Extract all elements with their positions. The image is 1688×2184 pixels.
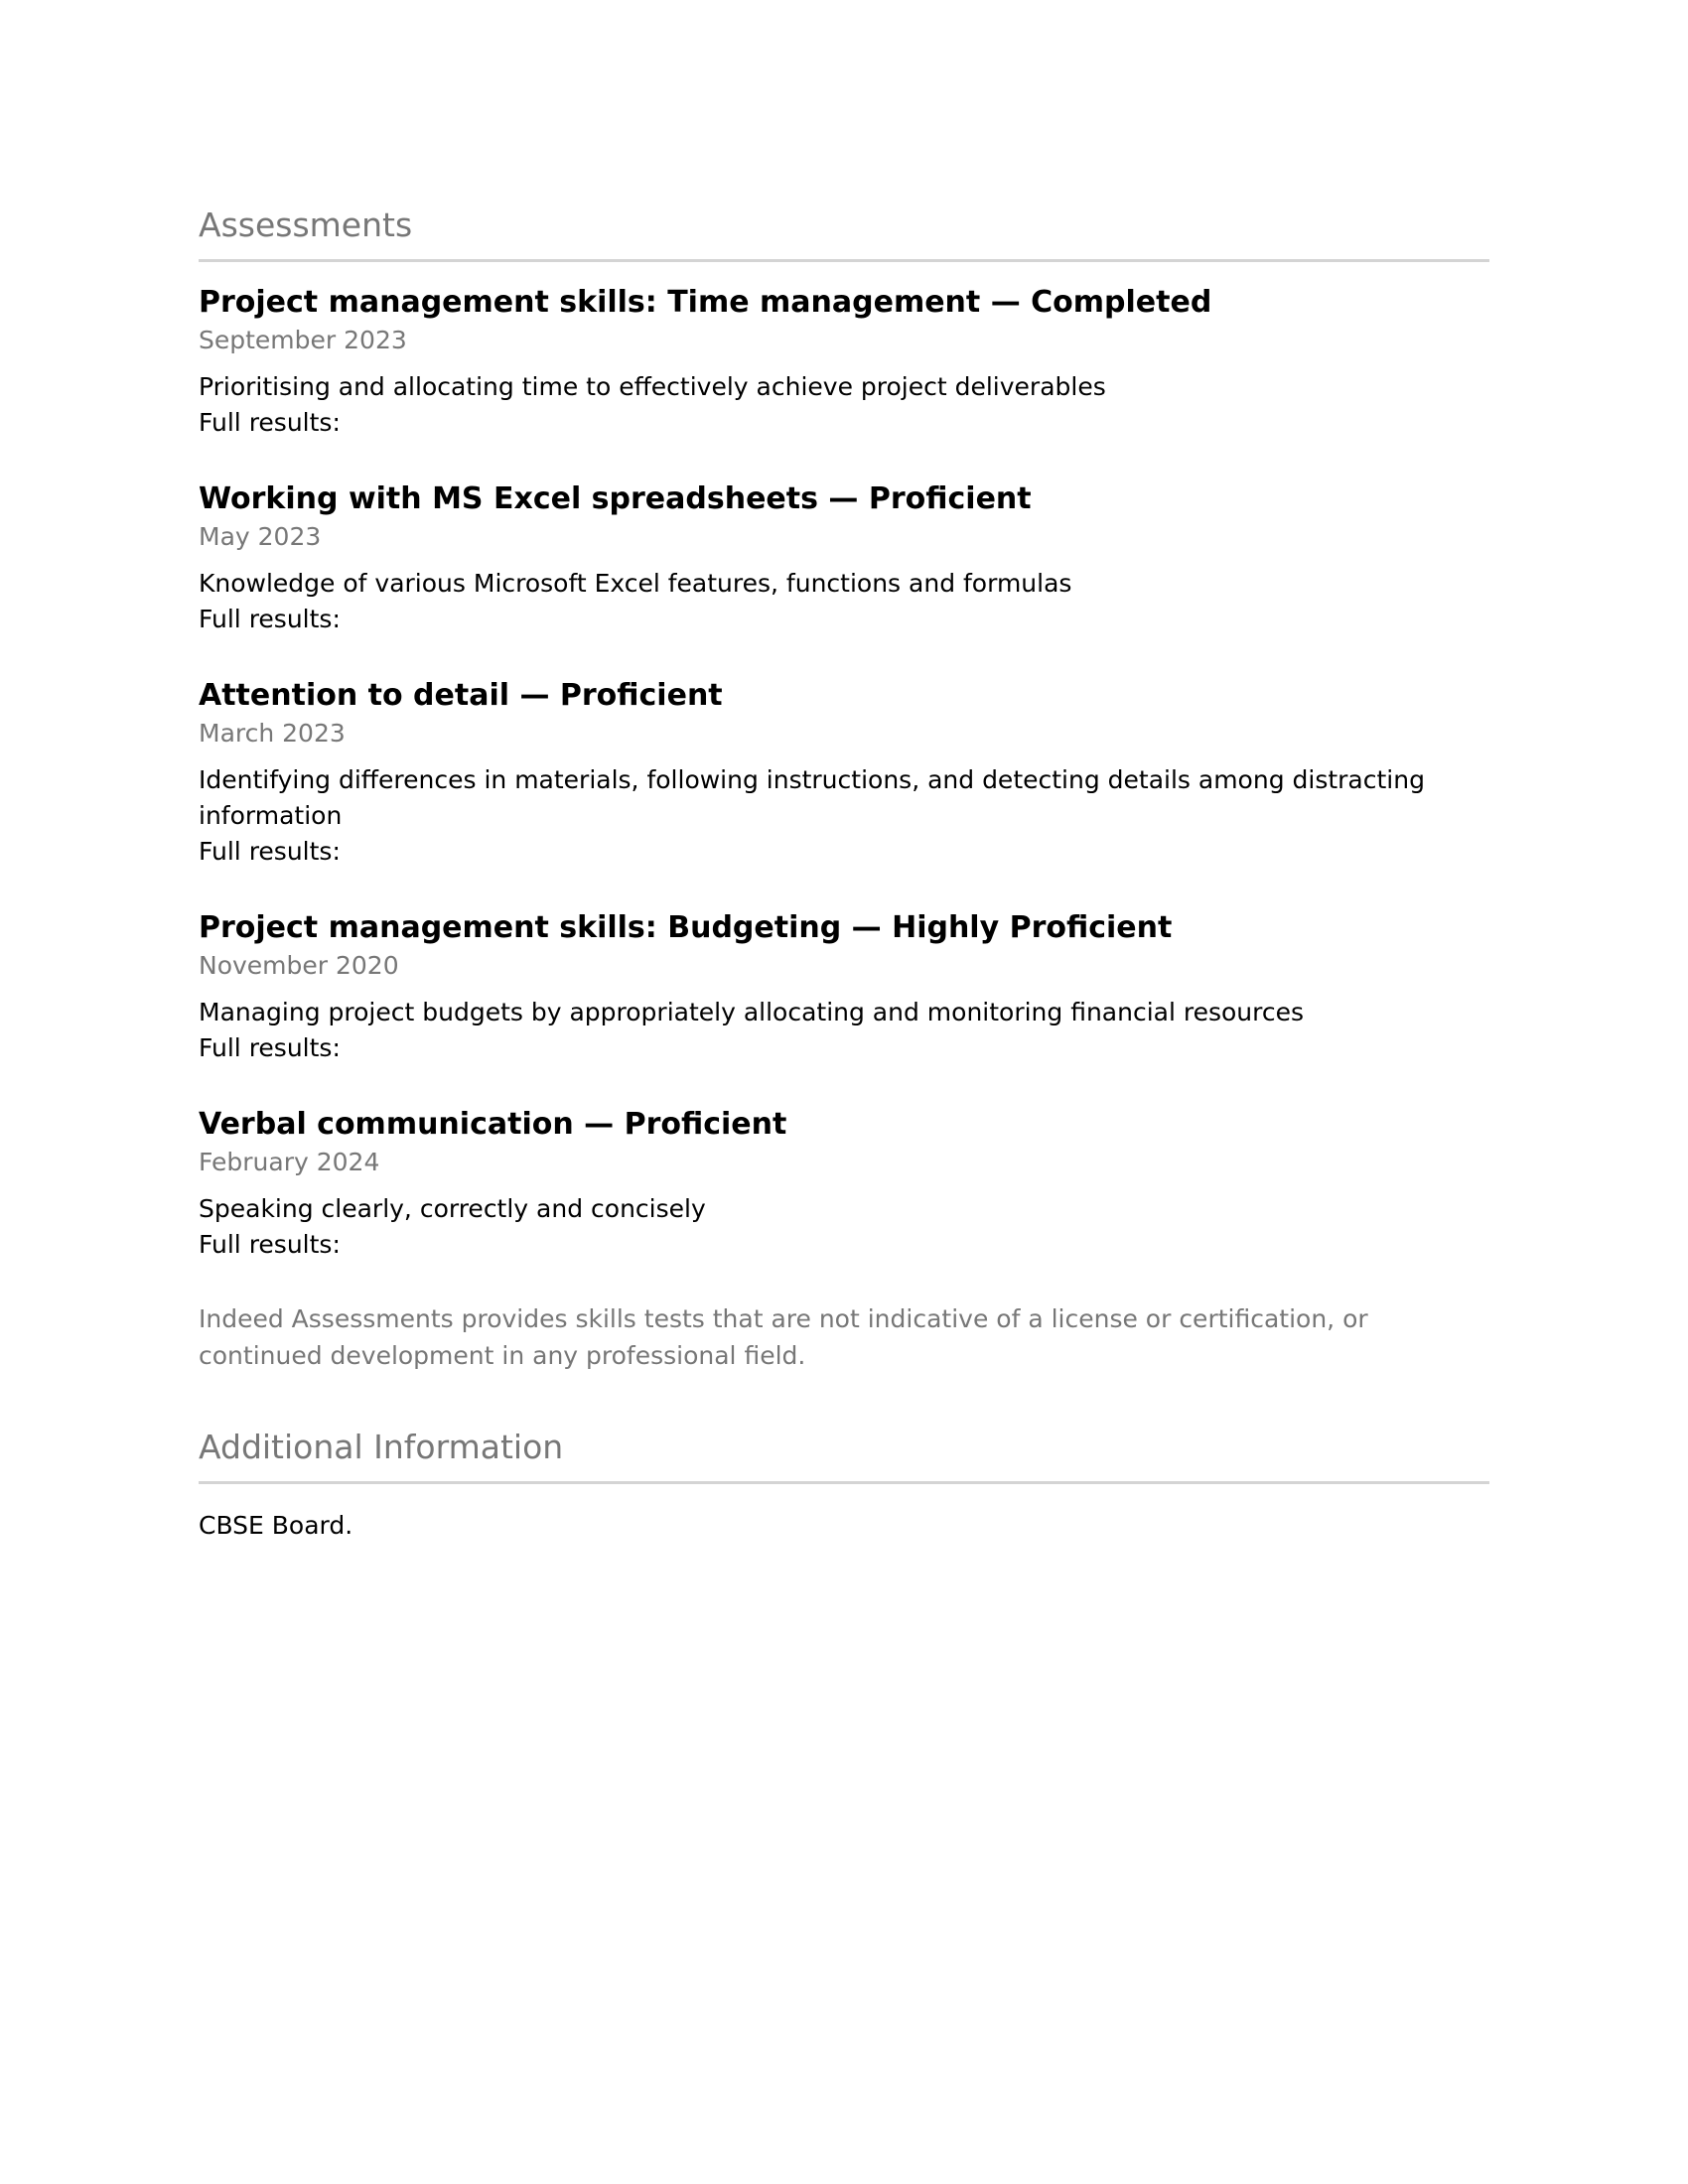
assessment-title: Verbal communication — Proficient xyxy=(199,1107,787,1142)
assessments-section xyxy=(199,204,1489,1374)
additional-information-text: CBSE Board. xyxy=(199,1511,353,1540)
assessment-description: Prioritising and allocating time to effectively achieve project deliverables xyxy=(199,372,1106,401)
assessments-heading: Assessments xyxy=(199,204,1489,262)
assessment-full-results: Full results: xyxy=(199,408,341,437)
assessment-item xyxy=(199,282,1489,441)
assessment-title: Project management skills: Budgeting — Highly Proficient xyxy=(199,910,1173,945)
assessment-item xyxy=(199,1104,1489,1263)
assessment-full-results: Full results: xyxy=(199,1033,341,1062)
assessment-full-results: Full results: xyxy=(199,605,341,633)
assessment-date: February 2024 xyxy=(199,1148,380,1176)
assessment-full-results: Full results: xyxy=(199,837,341,866)
assessment-date: November 2020 xyxy=(199,951,399,980)
assessment-full-results: Full results: xyxy=(199,1230,341,1259)
assessment-date: March 2023 xyxy=(199,719,346,748)
assessment-title: Attention to detail — Proficient xyxy=(199,678,723,713)
assessment-date: September 2023 xyxy=(199,326,407,354)
assessment-item xyxy=(199,675,1489,870)
assessment-date: May 2023 xyxy=(199,522,322,551)
assessment-item xyxy=(199,907,1489,1066)
assessment-title: Working with MS Excel spreadsheets — Proficient xyxy=(199,481,1032,516)
assessment-description: Managing project budgets by appropriately allocating and monitoring financial resources xyxy=(199,998,1305,1026)
additional-information-heading: Additional Information xyxy=(199,1426,1489,1484)
assessment-list xyxy=(199,282,1489,1263)
assessments-disclaimer: Indeed Assessments provides skills tests that are not indicative of a license or certification, or continued development in any professional field. xyxy=(199,1304,1368,1370)
assessment-title: Project management skills: Time management — Completed xyxy=(199,285,1212,320)
assessment-description: Identifying differences in materials, following instructions, and detecting details among distracting information xyxy=(199,765,1425,830)
assessment-item xyxy=(199,478,1489,637)
assessment-description: Speaking clearly, correctly and concisely xyxy=(199,1194,706,1223)
additional-information-section xyxy=(199,1426,1489,1544)
assessment-description: Knowledge of various Microsoft Excel features, functions and formulas xyxy=(199,569,1072,598)
